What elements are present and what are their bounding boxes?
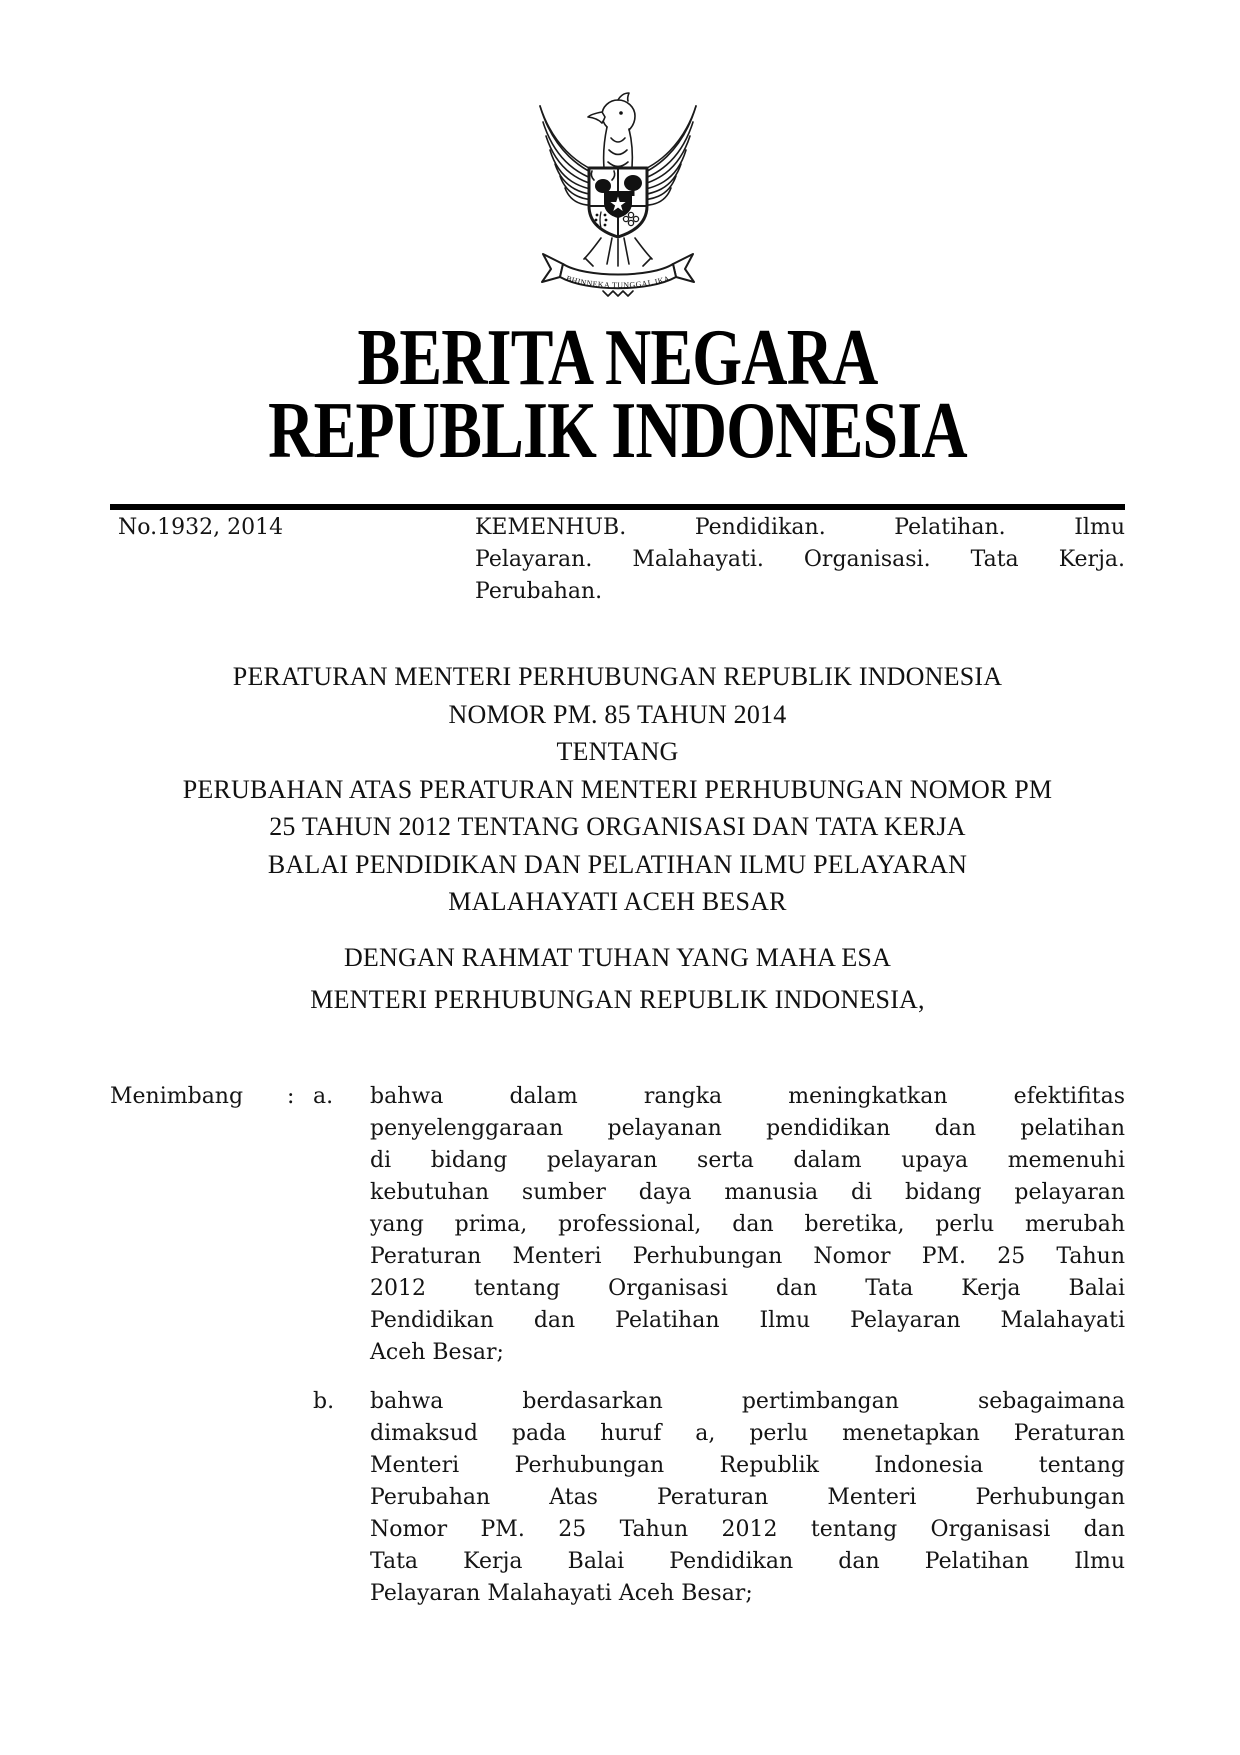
text-line: 25 TAHUN 2012 TENTANG ORGANISASI DAN TATA KERJA [269,812,966,841]
masthead-line-2: REPUBLIK INDONESIA [268,387,967,475]
text-line: Menteri Perhubungan Republik Indonesia tentang [370,1452,1125,1478]
masthead-line-1: BERITA NEGARA [357,314,878,402]
authority-line: MENTERI PERHUBUNGAN REPUBLIK INDONESIA, [310,985,925,1014]
text-line: Pelayaran Malahayati Aceh Besar; [370,1580,753,1606]
text-line: MALAHAYATI ACEH BESAR [448,887,787,916]
invocation-line: DENGAN RAHMAT TUHAN YANG MAHA ESA [343,942,892,972]
consideration-text-b [370,1386,1125,1610]
text-line: Nomor PM. 25 Tahun 2012 tentang Organisasi dan [370,1516,1125,1542]
text-line: Perubahan Atas Peraturan Menteri Perhubungan [370,1484,1125,1510]
text-line: di bidang pelayaran serta dalam upaya memenuhi [370,1147,1125,1173]
pancasila-shield [589,168,647,237]
text-line: Pendidikan dan Pelatihan Ilmu Pelayaran Malahayati [370,1307,1125,1333]
gazette-subject [475,512,1125,608]
text-line: Tata Kerja Balai Pendidikan dan Pelatihan Ilmu [370,1548,1125,1574]
masthead [110,314,1125,475]
preamble [110,939,1125,1019]
text-line: KEMENHUB. Pendidikan. Pelatihan. Ilmu [475,515,1125,540]
garuda-neck [603,127,632,168]
motto-text: BHINNEKA TUNGGAL IKA [564,273,671,290]
text-line: penyelenggaraan pelayanan pendidikan dan pelatihan [370,1115,1125,1141]
consideration-text-a [370,1081,1125,1369]
garuda-pancasila-emblem [110,88,1125,298]
beringin-symbol [624,175,642,191]
consideration-letter-b: b. [313,1388,335,1414]
text-line: PERATURAN MENTERI PERHUBUNGAN REPUBLIK INDONESIA [232,662,1003,691]
gazette-number: No.1932, 2014 [118,515,284,540]
garuda-head [588,93,635,130]
consideration-letter-a: a. [313,1083,334,1109]
text-line: Peraturan Menteri Perhubungan Nomor PM. 25 Tahun [370,1243,1125,1269]
considerations-section [110,1081,1125,1610]
text-line: Perubahan. [475,579,603,604]
text-line: kebutuhan sumber daya manusia di bidang pelayaran [370,1179,1125,1205]
text-line: NOMOR PM. 85 TAHUN 2014 [448,699,787,729]
regulation-title [110,658,1125,921]
text-line: bahwa berdasarkan pertimbangan sebagaimana [370,1388,1125,1414]
text-line: bahwa dalam rangka meningkatkan efektifitas [370,1083,1125,1109]
text-line: BALAI PENDIDIKAN DAN PELATIHAN ILMU PELAYARAN [267,849,968,879]
menimbang-colon: : [287,1083,295,1109]
gazette-header [110,512,1125,608]
text-line: Pelayaran. Malahayati. Organisasi. Tata Kerja. [475,547,1125,572]
garuda-emblem-drawing [523,88,713,298]
text-line: yang prima, professional, dan beretika, perlu merubah [370,1211,1125,1237]
menimbang-label: Menimbang [110,1083,244,1109]
text-line: dimaksud pada huruf a, perlu menetapkan Peraturan [370,1420,1125,1446]
banteng-symbol [595,179,611,193]
text-line: 2012 tentang Organisasi dan Tata Kerja Balai [370,1275,1125,1301]
text-line: Aceh Besar; [370,1339,504,1365]
masthead-rule [110,504,1125,510]
text-line: TENTANG [556,737,679,766]
text-line: PERUBAHAN ATAS PERATURAN MENTERI PERHUBUNGAN NOMOR PM [182,774,1053,804]
